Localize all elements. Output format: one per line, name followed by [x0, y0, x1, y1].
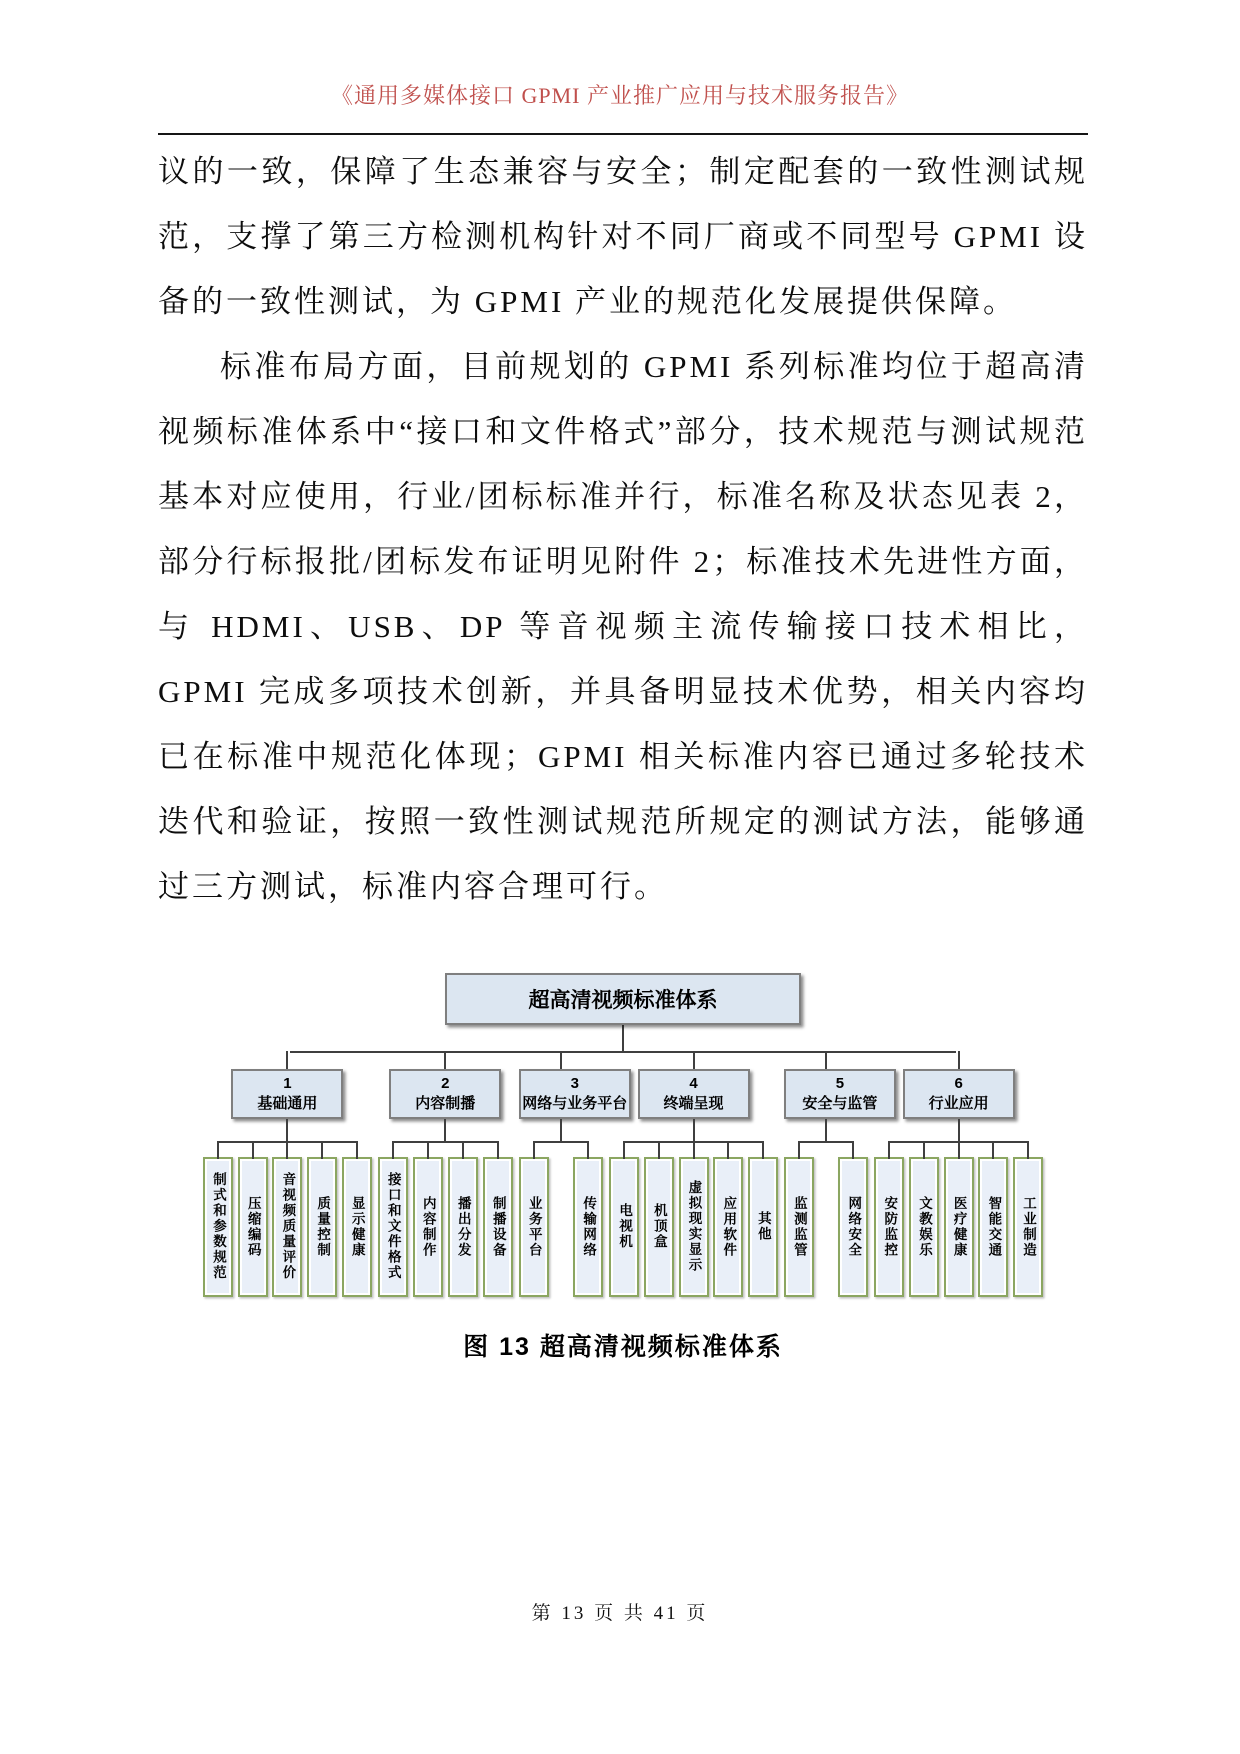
group-label: 网络与业务平台 — [522, 1094, 628, 1112]
group-number: 4 — [689, 1075, 698, 1092]
leaf-box: 其他 — [748, 1157, 778, 1297]
group-label: 基础通用 — [257, 1094, 318, 1112]
diagram-groups-row — [203, 1051, 1043, 1297]
diagram-root-box: 超高清视频标准体系 — [445, 973, 801, 1025]
group-content-production — [378, 1069, 513, 1297]
leaf-box: 医疗健康 — [944, 1157, 974, 1297]
group-industry-application — [874, 1069, 1043, 1297]
paragraph-2: 标准布局方面，目前规划的 GPMI 系列标准均位于超高清视频标准体系中“接口和文件格式”部分，技术规范与测试规范基本对应使用，行业/团标标准并行，标准名称及状态见表 2，部分行标报批/团标发布证明见附件 2；标准技术先进性方面，与 HDMI、USB、DP 等音视频主流传输接口技术相比，GPMI 完成多项技术创新，并具备明显技术优势，相关内容均已在标准中规范化体现；GPMI 相关标准内容已通过多轮技术迭代和验证，按照一致性测试规范所规定的测试方法，能够通过三方测试，标准内容合理可行。 — [158, 349, 1088, 904]
standard-system-diagram — [203, 973, 1043, 1363]
leaf-row — [203, 1141, 372, 1297]
group-number: 2 — [441, 1075, 450, 1092]
body-text — [158, 139, 1088, 919]
group-basic-common — [203, 1069, 372, 1297]
leaf-box: 工业制造 — [1013, 1157, 1043, 1297]
leaf-box: 安防监控 — [874, 1157, 904, 1297]
header-divider-line — [158, 133, 1088, 135]
group-number: 6 — [954, 1075, 963, 1092]
group-box — [638, 1069, 750, 1119]
group-number: 5 — [835, 1075, 845, 1092]
group-label: 内容制播 — [415, 1094, 476, 1112]
group-box — [903, 1069, 1015, 1119]
leaf-box: 监测监管 — [784, 1157, 814, 1297]
group-number: 1 — [283, 1075, 292, 1092]
figure-caption: 图 13 超高清视频标准体系 — [463, 1332, 783, 1361]
leaf-box: 虚拟现实显示 — [679, 1157, 709, 1297]
leaf-box: 制式和参数规范 — [203, 1157, 233, 1297]
group-connector-line — [825, 1119, 827, 1141]
leaf-box: 音视频质量评价 — [272, 1157, 302, 1297]
leaf-box: 制播设备 — [483, 1157, 513, 1297]
leaf-box: 质量控制 — [307, 1157, 337, 1297]
leaf-box: 机顶盒 — [644, 1157, 674, 1297]
leaf-box: 电视机 — [609, 1157, 639, 1297]
group-connector-line — [444, 1119, 446, 1141]
leaf-box: 业务平台 — [519, 1157, 549, 1297]
group-label: 安全与监管 — [802, 1094, 878, 1112]
leaf-box: 内容制作 — [413, 1157, 443, 1297]
leaf-box: 智能交通 — [978, 1157, 1008, 1297]
group-terminal-presentation — [609, 1069, 778, 1297]
leaf-box: 接口和文件格式 — [378, 1157, 408, 1297]
group-box — [389, 1069, 501, 1119]
root-connector-line — [622, 1025, 624, 1051]
leaf-row — [784, 1141, 868, 1297]
leaf-row — [378, 1141, 513, 1297]
group-number: 3 — [570, 1075, 579, 1092]
leaf-row — [609, 1141, 778, 1297]
leaf-box: 文教娱乐 — [909, 1157, 939, 1297]
group-label: 终端呈现 — [663, 1094, 724, 1112]
group-connector-line — [560, 1119, 562, 1141]
group-connector-line — [958, 1119, 960, 1141]
leaf-box: 传输网络 — [573, 1157, 603, 1297]
leaf-box: 压缩编码 — [238, 1157, 268, 1297]
group-connector-line — [286, 1119, 288, 1141]
page-number-footer: 第 13 页 共 41 页 — [531, 1603, 709, 1624]
leaf-box: 应用软件 — [713, 1157, 743, 1297]
leaf-box: 播出分发 — [448, 1157, 478, 1297]
leaf-row — [874, 1141, 1043, 1297]
leaf-box: 网络安全 — [838, 1157, 868, 1297]
group-connector-line — [693, 1119, 695, 1141]
group-box — [231, 1069, 343, 1119]
report-header-title: 《通用多媒体接口 GPMI 产业推广应用与技术服务报告》 — [330, 83, 909, 108]
group-security-supervision — [784, 1069, 878, 1297]
leaf-row — [519, 1141, 603, 1297]
paragraph-1: 议的一致，保障了生态兼容与安全；制定配套的一致性测试规范，支撑了第三方检测机构针对不同厂商或不同型号 GPMI 设备的一致性测试，为 GPMI 产业的规范化发展提供保障。 — [158, 154, 1088, 319]
leaf-box: 显示健康 — [342, 1157, 372, 1297]
group-label: 行业应用 — [928, 1094, 989, 1112]
